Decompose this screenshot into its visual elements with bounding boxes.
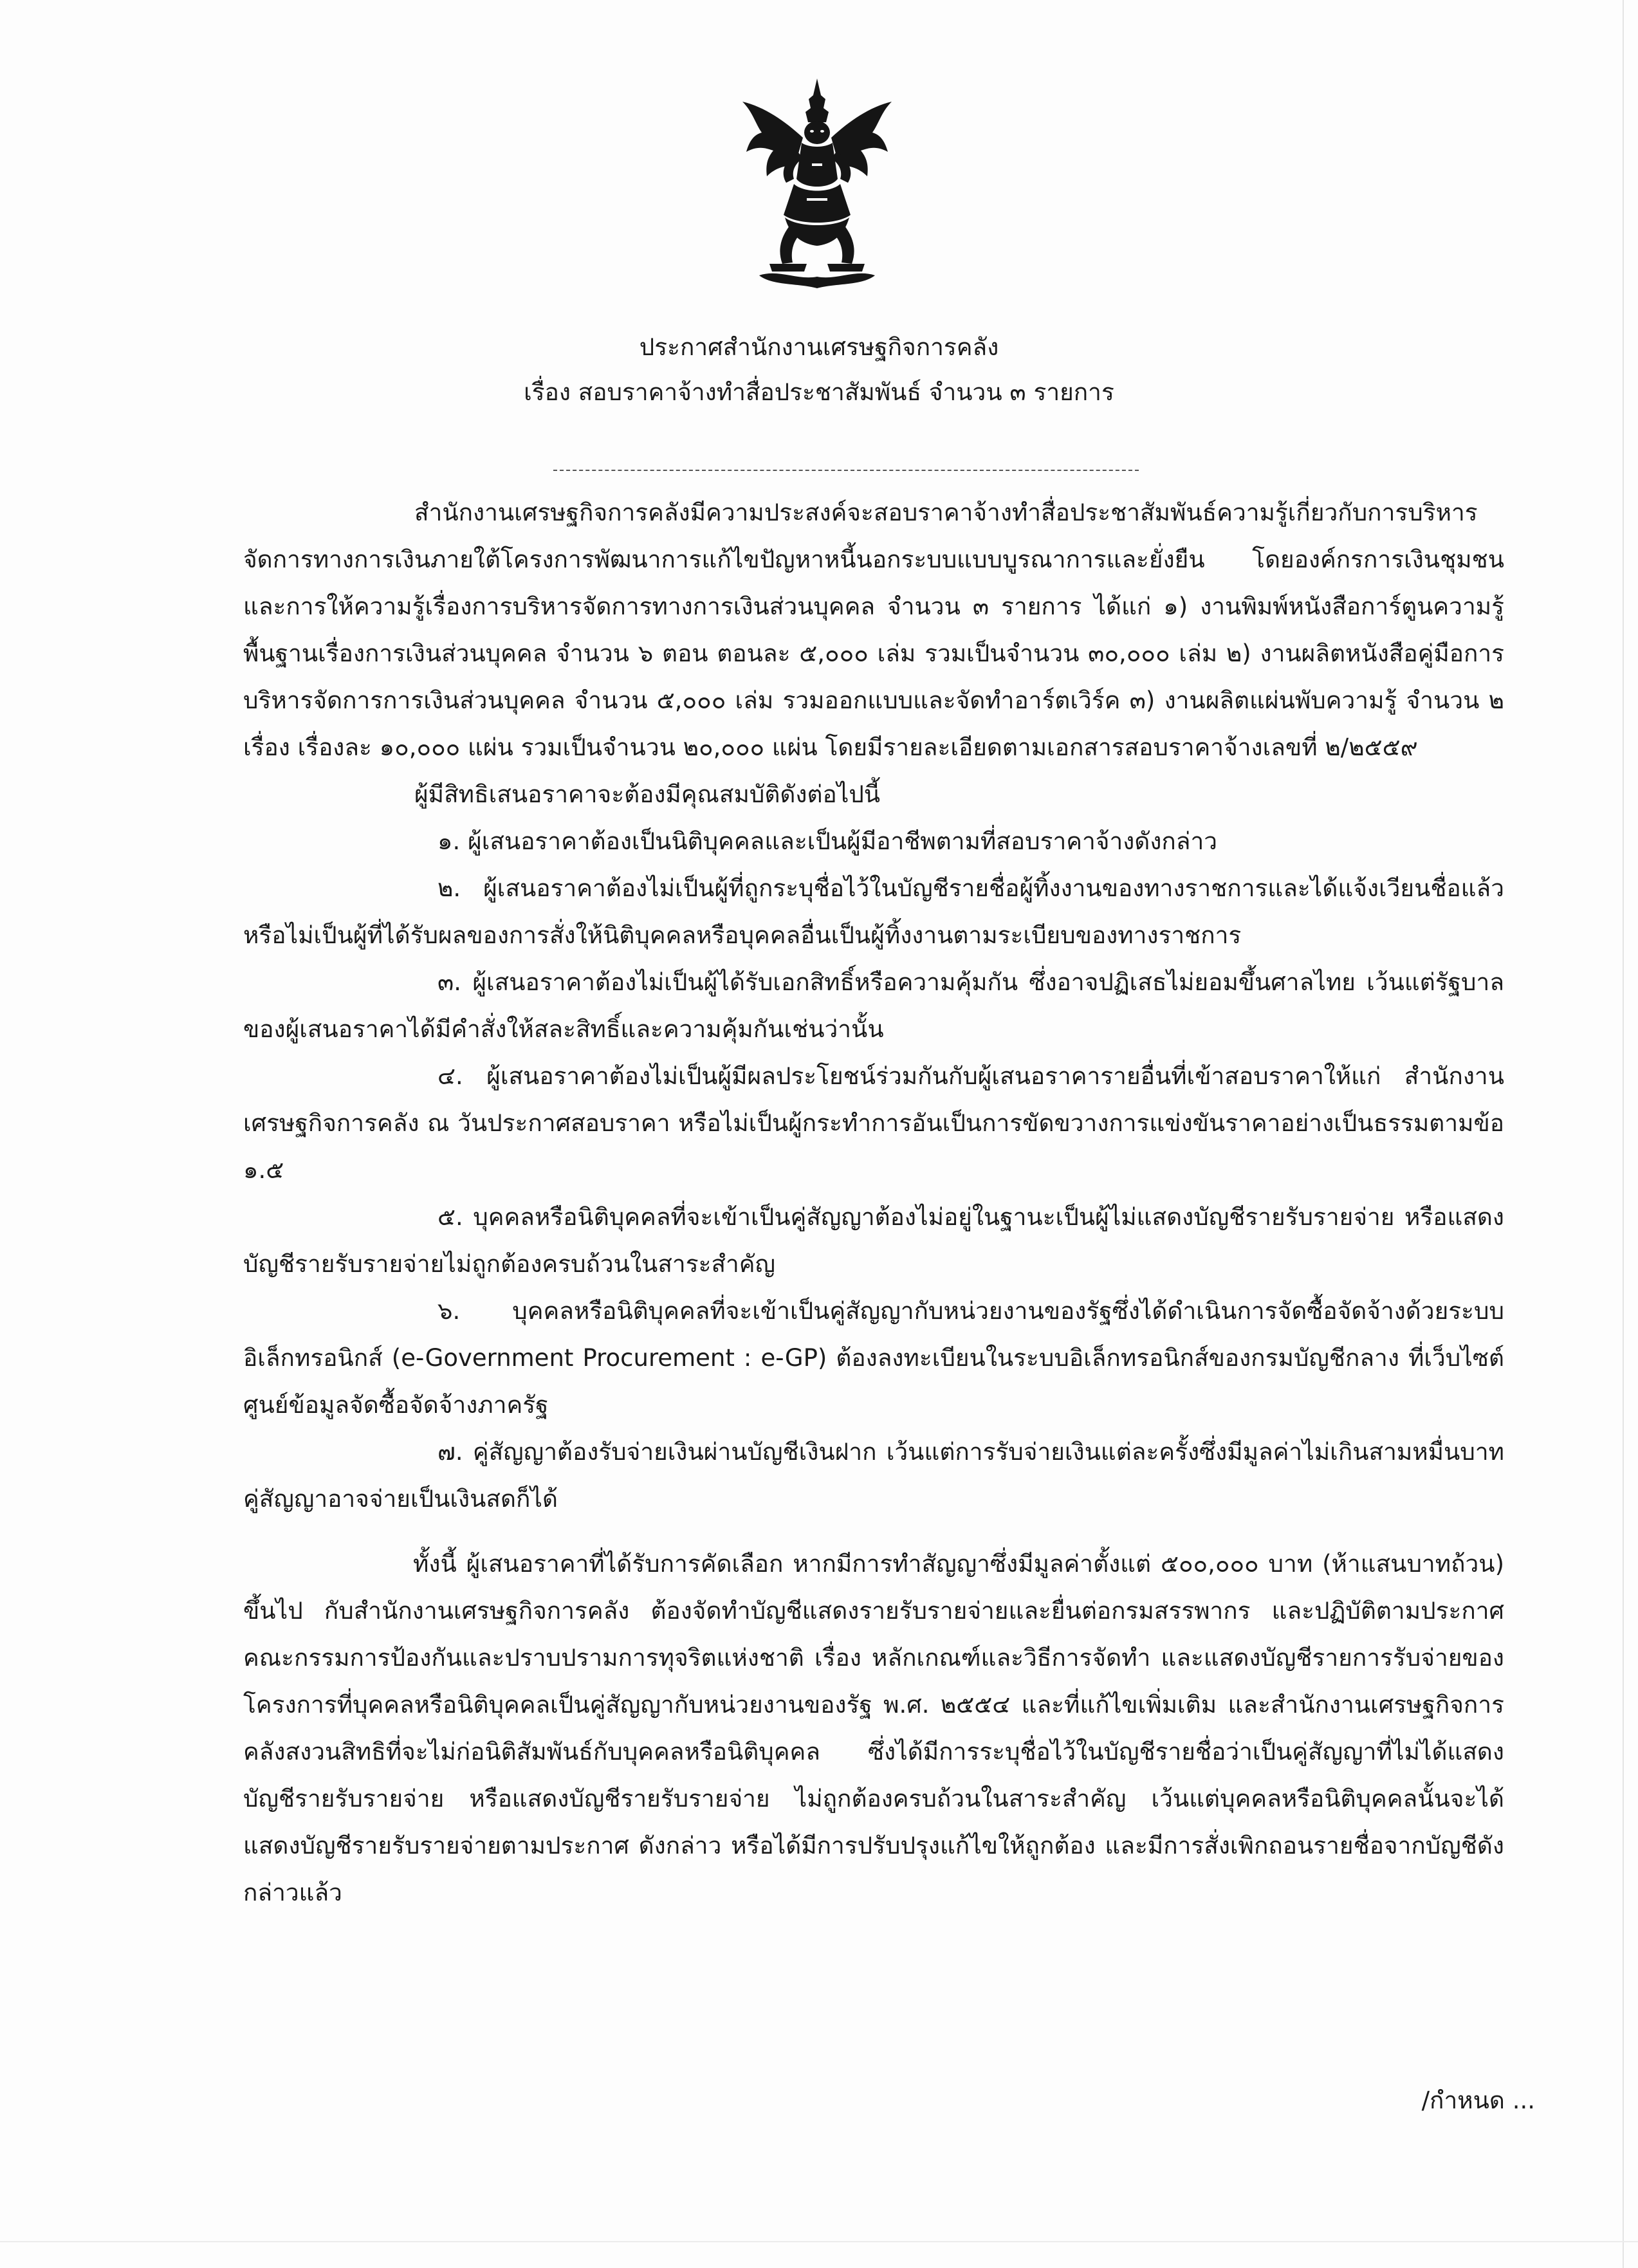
document-subject: เรื่อง สอบราคาจ้างทำสื่อประชาสัมพันธ์ จำนวน ๓ รายการ xyxy=(524,378,1114,406)
intro-paragraph: สำนักงานเศรษฐกิจการคลังมีความประสงค์จะสอบราคาจ้างทำสื่อประชาสัมพันธ์ความรู้เกี่ยวกับการบริหารจัดการทางการเงินภายใต้โครงการพัฒนาการแก้ไขปัญหาหนี้นอกระบบแบบบูรณาการและยั่งยืน โดยองค์กรการเงินชุมชน และการให้ความรู้เรื่องการบริหารจัดการทางการเงินส่วนบุคคล จำนวน ๓ รายการ ได้แก่ ๑) งานพิมพ์หนังสือการ์ตูนความรู้พื้นฐานเรื่องการเงินส่วนบุคคล จำนวน ๖ ตอน ตอนละ ๕,๐๐๐ เล่ม รวมเป็นจำนวน ๓๐,๐๐๐ เล่ม ๒) งานผลิตหนังสือคู่มือการบริหารจัดการการเงินส่วนบุคคล จำนวน ๕,๐๐๐ เล่ม รวมออกแบบและจัดทำอาร์ตเวิร์ค ๓) งานผลิตแผ่นพับความรู้ จำนวน ๒ เรื่อง เรื่องละ ๑๐,๐๐๐ แผ่น รวมเป็นจำนวน ๒๐,๐๐๐ แผ่น โดยมีรายละเอียดตามเอกสารสอบราคาจ้างเลขที่ ๒/๒๕๕๙ xyxy=(243,499,1504,761)
page-continuation: /กำหนด ... xyxy=(1421,2087,1535,2114)
paragraph-spacer xyxy=(243,1522,1504,1540)
qualification-item: ๗. คู่สัญญาต้องรับจ่ายเงินผ่านบัญชีเงินฝาก เว้นแต่การรับจ่ายเงินแต่ละครั้งซึ่งมีมูลค่าไม่เกินสามหมื่นบาทคู่สัญญาอาจจ่ายเป็นเงินสดก็ได้ xyxy=(243,1438,1504,1513)
qualification-item: ๔. ผู้เสนอราคาต้องไม่เป็นผู้มีผลประโยชน์ร่วมกันกับผู้เสนอราคารายอื่นที่เข้าสอบราคาให้แก่ สำนักงานเศรษฐกิจการคลัง ณ วันประกาศสอบราคา หรือไม่เป็นผู้กระทำการอันเป็นการขัดขวางการแข่งขันราคาอย่างเป็นธรรมตามข้อ ๑.๕ xyxy=(243,1062,1504,1184)
document-body xyxy=(243,489,1504,1916)
title-divider xyxy=(553,470,1139,471)
qualification-item: ๓. ผู้เสนอราคาต้องไม่เป็นผู้ได้รับเอกสิทธิ์หรือความคุ้มกัน ซึ่งอาจปฏิเสธไม่ยอมขึ้นศาลไทย เว้นแต่รัฐบาลของผู้เสนอราคาได้มีคำสั่งให้สละสิทธิ์และความคุ้มกันเช่นว่านั้น xyxy=(243,968,1504,1043)
qualification-item: ๒. ผู้เสนอราคาต้องไม่เป็นผู้ที่ถูกระบุชื่อไว้ในบัญชีรายชื่อผู้ทิ้งงานของทางราชการและได้แจ้งเวียนชื่อแล้ว หรือไม่เป็นผู้ที่ได้รับผลของการสั่งให้นิติบุคคลหรือบุคคลอื่นเป็นผู้ทิ้งงานตามระเบียบของทางราชการ xyxy=(243,874,1504,949)
qualifications-heading: ผู้มีสิทธิเสนอราคาจะต้องมีคุณสมบัติดังต่อไปนี้ xyxy=(414,780,881,808)
document-title: ประกาศสำนักงานเศรษฐกิจการคลัง xyxy=(639,333,999,361)
qualification-item: ๑. ผู้เสนอราคาต้องเป็นนิติบุคคลและเป็นผู้มีอาชีพตามที่สอบราคาจ้างดังกล่าว xyxy=(437,827,1218,855)
qualification-item: ๖. บุคคลหรือนิติบุคคลที่จะเข้าเป็นคู่สัญญากับหน่วยงานของรัฐซึ่งได้ดำเนินการจัดซื้อจัดจ้างด้วยระบบอิเล็กทรอนิกส์ (e-Government Procurement : e-GP) ต้องลงทะเบียนในระบบอิเล็กทรอนิกส์ของกรมบัญชีกลาง ที่เว็บไซต์ศูนย์ข้อมูลจัดซื้อจัดจ้างภาครัฐ xyxy=(243,1297,1504,1419)
closing-paragraph: ทั้งนี้ ผู้เสนอราคาที่ได้รับการคัดเลือก หากมีการทำสัญญาซึ่งมีมูลค่าตั้งแต่ ๕๐๐,๐๐๐ บาท (ห้าแสนบาทถ้วน) ขึ้นไป กับสำนักงานเศรษฐกิจการคลัง ต้องจัดทำบัญชีแสดงรายรับรายจ่ายและยื่นต่อกรมสรรพากร และปฏิบัติตามประกาศคณะกรรมการป้องกันและปราบปรามการทุจริตแห่งชาติ เรื่อง หลักเกณฑ์และวิธีการจัดทำ และแสดงบัญชีรายการรับจ่ายของโครงการที่บุคคลหรือนิติบุคคลเป็นคู่สัญญากับหน่วยงานของรัฐ พ.ศ. ๒๕๕๔ และที่แก้ไขเพิ่มเติม และสำนักงานเศรษฐกิจการคลังสงวนสิทธิที่จะไม่ก่อนิติสัมพันธ์กับบุคคลหรือนิติบุคคล ซึ่งได้มีการระบุชื่อไว้ในบัญชีรายชื่อว่าเป็นคู่สัญญาที่ไม่ได้แสดงบัญชีรายรับรายจ่าย หรือแสดงบัญชีรายรับรายจ่าย ไม่ถูกต้องครบถ้วนในสาระสำคัญ เว้นแต่บุคคลหรือนิติบุคคลนั้นจะได้แสดงบัญชีรายรับรายจ่ายตามประกาศ ดังกล่าว หรือได้มีการปรับปรุงแก้ไขให้ถูกต้อง และมีการสั่งเพิกถอนรายชื่อจากบัญชีดังกล่าวแล้ว xyxy=(243,1550,1504,1906)
scan-edge xyxy=(0,2241,1638,2242)
garuda-emblem-icon xyxy=(740,76,894,295)
qualification-item: ๕. บุคคลหรือนิติบุคคลที่จะเข้าเป็นคู่สัญญาต้องไม่อยู่ในฐานะเป็นผู้ไม่แสดงบัญชีรายรับรายจ่าย หรือแสดงบัญชีรายรับรายจ่ายไม่ถูกต้องครบถ้วนในสาระสำคัญ xyxy=(243,1203,1504,1278)
